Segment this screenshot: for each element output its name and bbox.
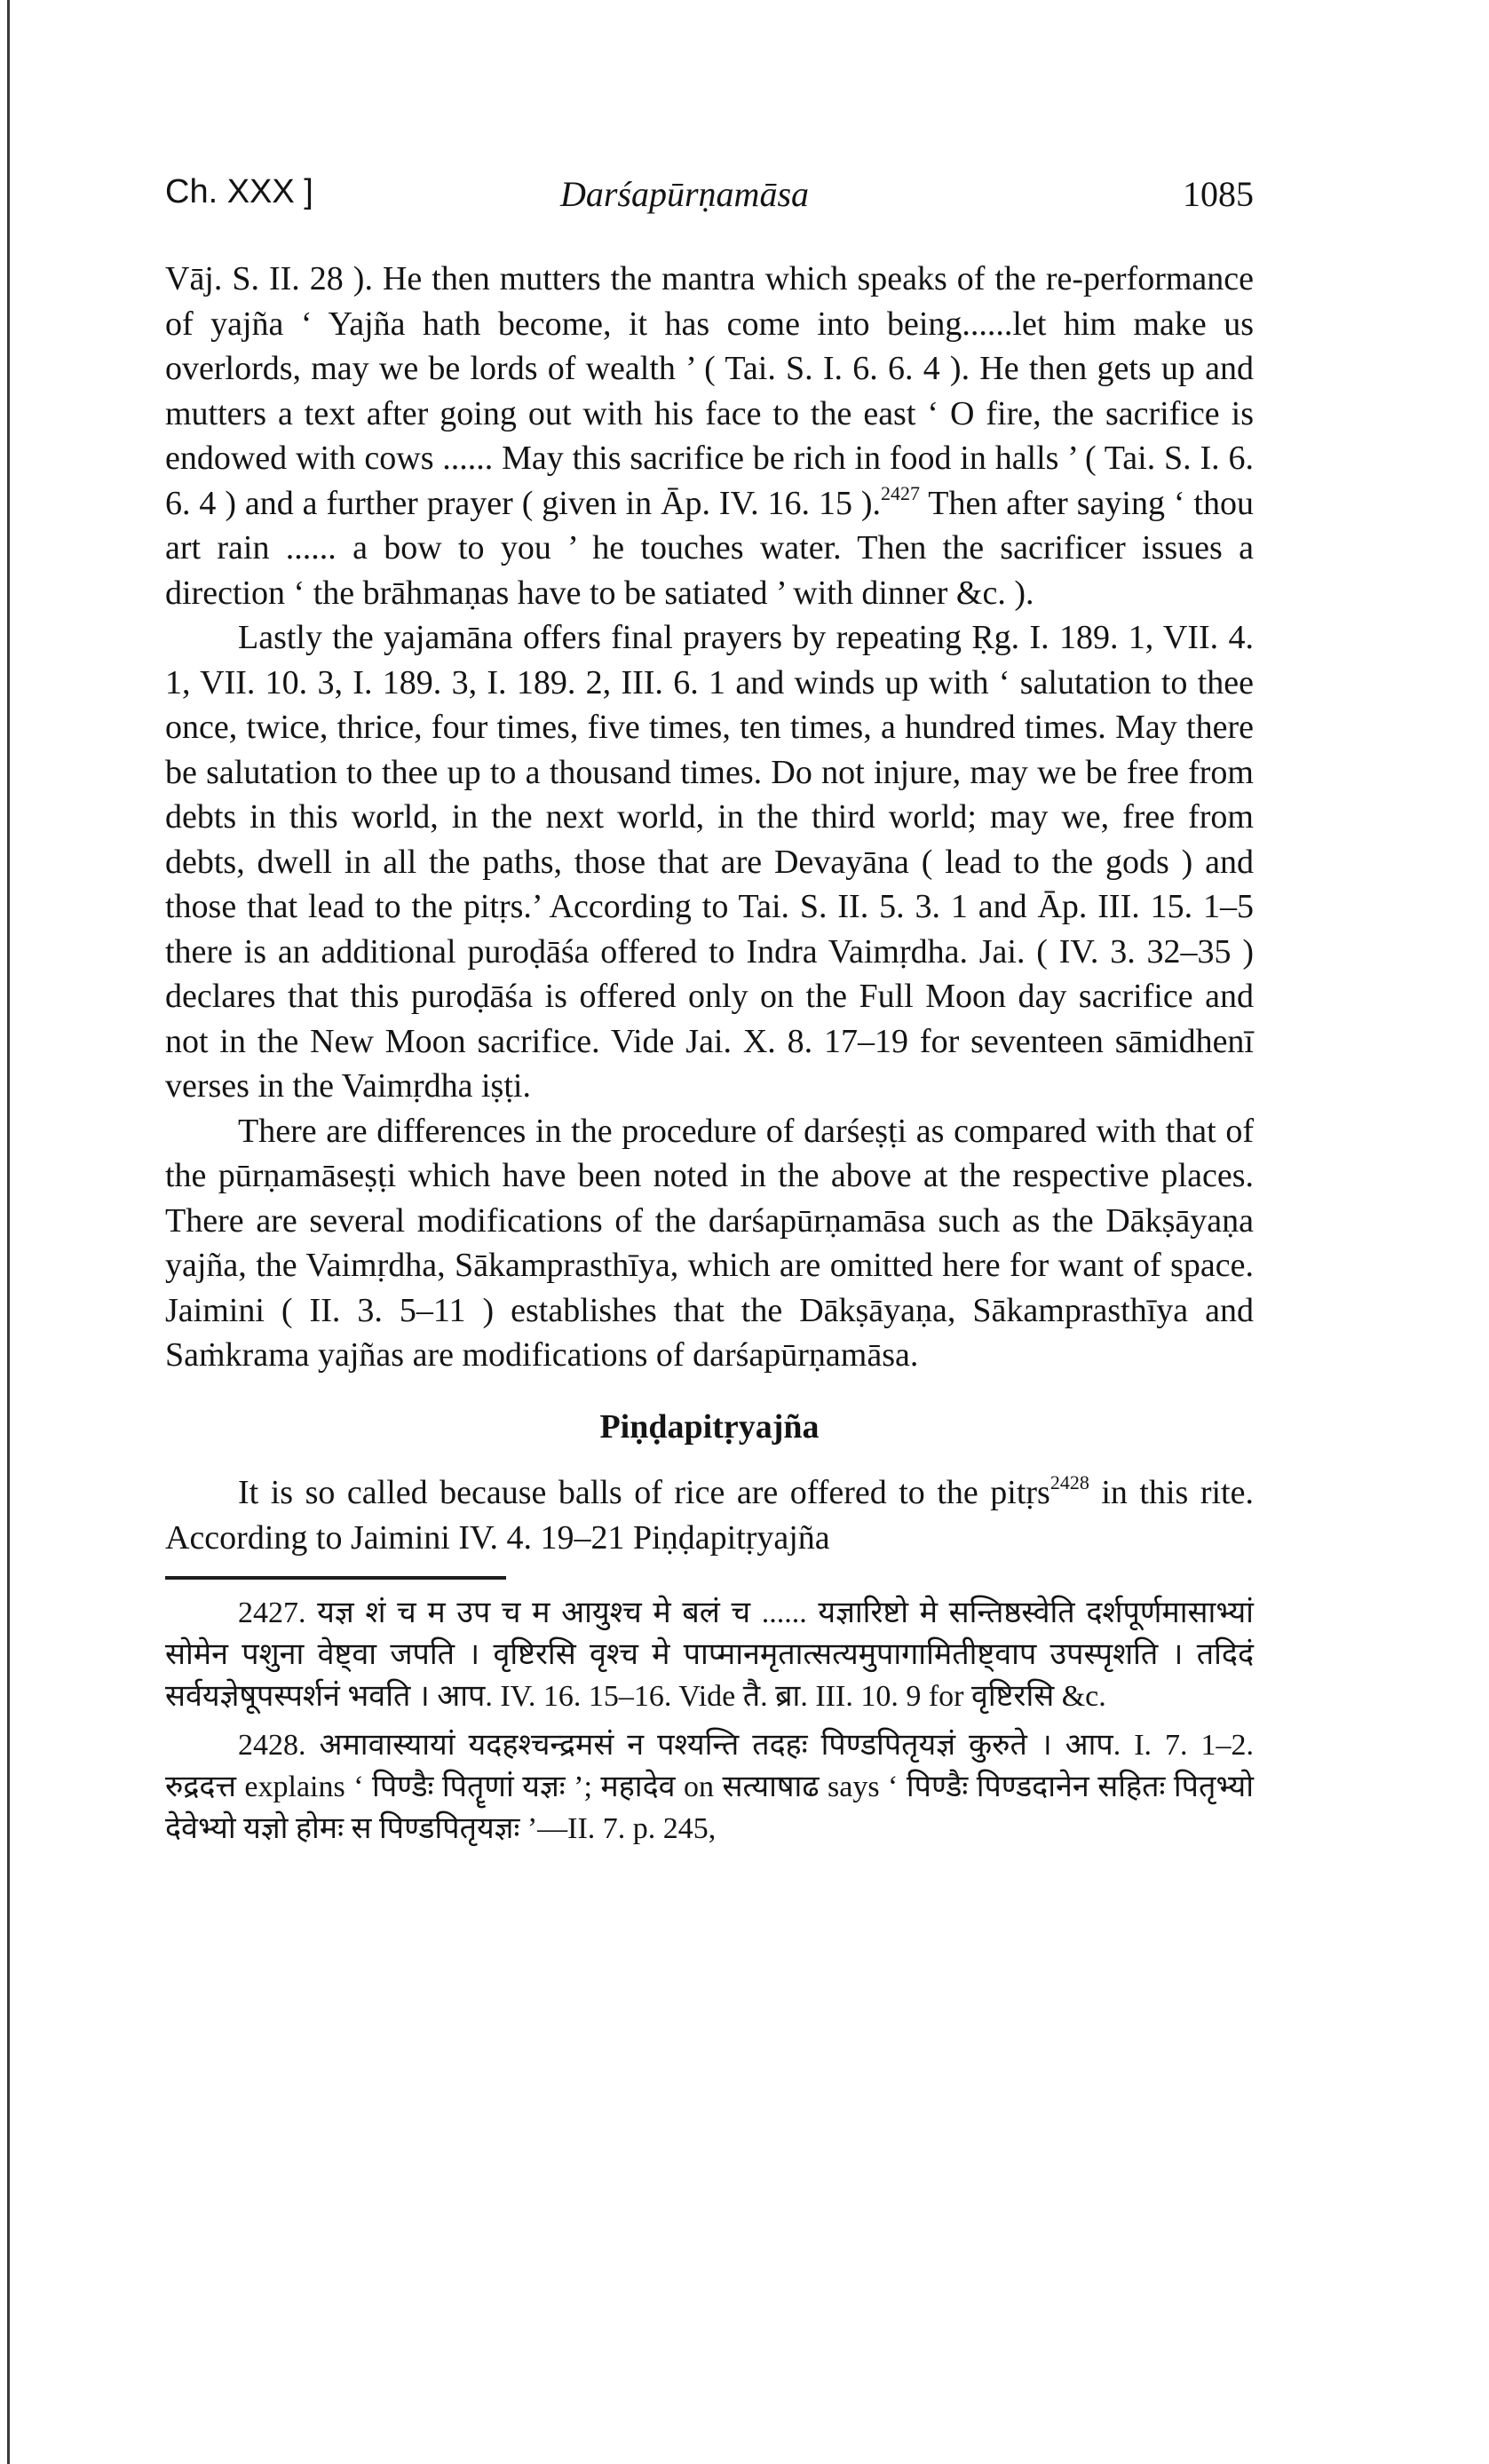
footnote-2428: 2428. अमावास्यायां यदहश्चन्द्रमसं न पश्यन्ति तदहः पिण्डपितृयज्ञं कुरुते । आप. I. 7. 1–2. रुद्रदत्त explains ‘ पिण्डैः पितॄणां यज्ञः ’; महादेव on सत्याषाढ says ‘ पिण्डैः पिण्डदानेन सहितः पितृभ्यो देवेभ्यो यज्ञो होमः स पिण्डपितृयज्ञः ’—II. 7. p. 245,: [165, 1729, 1255, 1845]
section-heading: Piṇḍapitṛyajña: [599, 1407, 820, 1446]
footnote-ref-2427: 2427: [881, 481, 921, 504]
footnote-2427: 2427. यज्ञ शं च म उप च म आयुश्च मे बलं च ...... यज्ञारिष्टो मे सन्तिष्ठस्वेति दर्शपूर्णमासाभ्यां सोमेन पशुना वेष्ट्वा जपति । वृष्टिरसि वृश्च मे पाप्मानमृतात्सत्यमुपागामितीष्ट्वाप उपस्पृशति । तदिदं सर्वयज्ञेषूपस्पर्शनं भवति । आप. IV. 16. 15–16. Vide तै. ब्रा. III. 10. 9 for वृष्टिरसि &c.: [165, 1596, 1254, 1713]
running-title: Darśapūrṇamāsa: [559, 174, 810, 214]
paragraph-4-start: It is so called because balls of rice are offered to the pitṛs: [238, 1474, 1050, 1511]
footnote-ref-2428: 2428: [1049, 1471, 1089, 1493]
paragraph-4-end: in this rite. According to Jaimini IV. 4. 19–21 Piṇḍapitṛyajña: [165, 1474, 1254, 1557]
footnotes: [165, 1592, 1254, 1850]
running-header: [165, 173, 1254, 226]
page-edge-line: [7, 0, 10, 2464]
chapter-label: Ch. XXX ]: [165, 173, 313, 210]
paragraph-1-text: Vāj. S. II. 28 ). He then mutters the mantra which speaks of the re-performance of yajña ‘ Yajña hath become, it has come into being......let him make us overlords, may we be lords of wealth ’ ( Tai. S. I. 6. 6. 4 ). He then gets up and mutters a text after going out with his face to the east ‘ O fire, the sacrifice is endowed with cows ...... May this sacrifice be rich in food in halls ’ ( Tai. S. I. 6. 6. 4 ) and a further prayer ( given in Āp. IV. 16. 15 ).: [165, 260, 1254, 522]
paragraph-1-tail: Then after saying ‘ thou art rain ...... a bow to you ’ he touches water. Then the sacrificer issues a direction ‘ the brāhmaṇas have to be satiated ’ with dinner &c. ).: [165, 484, 1254, 612]
footnote-rule: [165, 1576, 506, 1580]
book-page: [165, 173, 1254, 1850]
paragraph-1: [165, 257, 1254, 615]
paragraph-3: There are differences in the procedure of darśeṣṭi as compared with that of the pūrṇamāseṣṭi which have been noted in the above at the respective places. There are several modifications of the darśapūrṇamāsa such as the Dākṣāyaṇa yajña, the Vaimṛdha, Sākamprasthīya, which are omitted here for want of space. Jaimini ( II. 3. 5–11 ) establishes that the Dākṣāyaṇa, Sākamprasthīya and Saṁkrama yajñas are modifications of darśapūrṇamāsa.: [165, 1112, 1254, 1374]
main-text: [165, 257, 1254, 1560]
paragraph-4: [165, 1470, 1254, 1560]
page-number: 1085: [1183, 174, 1254, 214]
paragraph-2: Lastly the yajamāna offers final prayers by repeating Ṛg. I. 189. 1, VII. 4. 1, VII. 10. 3, I. 189. 3, I. 189. 2, III. 6. 1 and winds up with ‘ salutation to thee once, twice, thrice, four times, five times, ten times, a hundred times. May there be salutation to thee up to a thousand times. Do not injure, may we be free from debts in this world, in the next world, in the third world; may we, free from debts, dwell in all the paths, those that are Devayāna ( lead to the gods ) and those that lead to the pitṛs.’ According to Tai. S. II. 5. 3. 1 and Āp. III. 15. 1–5 there is an additional puroḍāśa offered to Indra Vaimṛdha. Jai. ( IV. 3. 32–35 ) declares that this puroḍāśa is offered only on the Full Moon day sacrifice and not in the New Moon sacrifice. Vide Jai. X. 8. 17–19 for seventeen sāmidhenī verses in the Vaimṛdha iṣṭi.: [165, 619, 1254, 1105]
